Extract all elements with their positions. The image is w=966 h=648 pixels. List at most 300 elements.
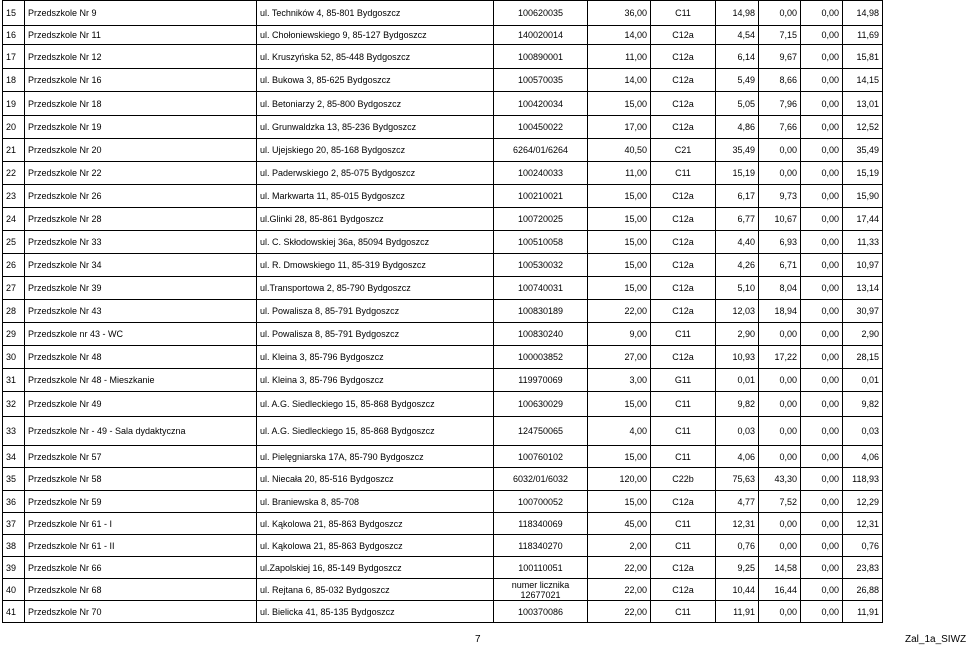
consumption-zone-3: 0,00 [801,491,843,513]
address: ul. Kąkolowa 21, 85-863 Bydgoszcz [257,535,494,557]
consumption-zone-3: 0,00 [801,277,843,300]
contracted-power: 40,50 [588,139,651,162]
row-number: 27 [3,277,25,300]
institution-name: Przedszkole Nr 43 [25,300,257,323]
contracted-power: 3,00 [588,369,651,392]
consumption-zone-1: 6,17 [716,185,759,208]
table-row [3,69,883,92]
tariff-group: C12a [651,92,716,116]
address: ul. Paderwskiego 2, 85-075 Bydgoszcz [257,162,494,185]
institution-name: Przedszkole nr 43 - WC [25,323,257,346]
consumption-zone-2: 7,52 [759,491,801,513]
consumption-zone-2: 6,71 [759,254,801,277]
tariff-group: C12a [651,277,716,300]
tariff-group: C12a [651,300,716,323]
institution-name: Przedszkole Nr 66 [25,557,257,579]
tariff-group: C12a [651,69,716,92]
meter-number: 140020014 [494,26,588,45]
institution-name: Przedszkole Nr 22 [25,162,257,185]
consumption-zone-2: 7,66 [759,116,801,139]
consumption-zone-2: 0,00 [759,392,801,417]
address: ul. Braniewska 8, 85-708 [257,491,494,513]
consumption-zone-1: 4,06 [716,446,759,468]
consumption-zone-3: 0,00 [801,116,843,139]
institution-name: Przedszkole Nr 70 [25,601,257,623]
table-row [3,346,883,369]
consumption-zone-3: 0,00 [801,513,843,535]
row-number: 18 [3,69,25,92]
table-row [3,92,883,116]
meter-number: 100720025 [494,208,588,231]
table-row [3,208,883,231]
consumption-zone-1: 75,63 [716,468,759,491]
meter-number: 100110051 [494,557,588,579]
meter-number: 100760102 [494,446,588,468]
consumption-total: 0,76 [843,535,883,557]
contracted-power: 15,00 [588,92,651,116]
consumption-total: 12,29 [843,491,883,513]
row-number: 40 [3,579,25,601]
consumption-total: 0,03 [843,417,883,446]
row-number: 21 [3,139,25,162]
consumption-zone-3: 0,00 [801,579,843,601]
table-row [3,468,883,491]
table-row [3,45,883,69]
tariff-group: C12a [651,231,716,254]
consumption-zone-1: 0,76 [716,535,759,557]
consumption-total: 11,91 [843,601,883,623]
consumption-zone-2: 18,94 [759,300,801,323]
contracted-power: 14,00 [588,26,651,45]
consumption-zone-3: 0,00 [801,369,843,392]
row-number: 23 [3,185,25,208]
consumption-zone-1: 10,44 [716,579,759,601]
institution-name: Przedszkole Nr 48 [25,346,257,369]
consumption-zone-1: 9,82 [716,392,759,417]
institution-name: Przedszkole Nr 48 - Mieszkanie [25,369,257,392]
consumption-zone-2: 14,58 [759,557,801,579]
row-number: 34 [3,446,25,468]
contracted-power: 36,00 [588,1,651,26]
row-number: 39 [3,557,25,579]
consumption-zone-3: 0,00 [801,323,843,346]
address: ul. Niecała 20, 85-516 Bydgoszcz [257,468,494,491]
meter-number: 100210021 [494,185,588,208]
meter-number: 100240033 [494,162,588,185]
tariff-group: C12a [651,185,716,208]
consumption-total: 14,98 [843,1,883,26]
consumption-zone-2: 8,04 [759,277,801,300]
consumption-zone-3: 0,00 [801,346,843,369]
meter-number: 119970069 [494,369,588,392]
address: ul. Rejtana 6, 85-032 Bydgoszcz [257,579,494,601]
page-number: 7 [475,634,481,645]
row-number: 16 [3,26,25,45]
meter-number: 100630029 [494,392,588,417]
consumption-zone-2: 8,66 [759,69,801,92]
contracted-power: 14,00 [588,69,651,92]
consumption-zone-1: 9,25 [716,557,759,579]
consumption-total: 118,93 [843,468,883,491]
contracted-power: 15,00 [588,231,651,254]
institution-name: Przedszkole Nr 12 [25,45,257,69]
consumption-total: 30,97 [843,300,883,323]
tariff-group: C12a [651,45,716,69]
meter-number: 100620035 [494,1,588,26]
consumption-zone-3: 0,00 [801,69,843,92]
contracted-power: 15,00 [588,446,651,468]
consumption-total: 14,15 [843,69,883,92]
consumption-total: 4,06 [843,446,883,468]
consumption-zone-2: 7,15 [759,26,801,45]
consumption-zone-3: 0,00 [801,254,843,277]
institution-name: Przedszkole Nr 39 [25,277,257,300]
institution-name: Przedszkole Nr 9 [25,1,257,26]
address: ul. Powalisza 8, 85-791 Bydgoszcz [257,323,494,346]
meter-number: 118340069 [494,513,588,535]
consumption-total: 15,81 [843,45,883,69]
consumption-total: 28,15 [843,346,883,369]
address: ul. Kleina 3, 85-796 Bydgoszcz [257,346,494,369]
consumption-zone-1: 6,14 [716,45,759,69]
consumption-zone-3: 0,00 [801,139,843,162]
consumption-zone-2: 0,00 [759,1,801,26]
consumption-zone-2: 0,00 [759,162,801,185]
consumption-zone-1: 4,86 [716,116,759,139]
contracted-power: 11,00 [588,45,651,69]
consumption-zone-1: 5,10 [716,277,759,300]
meter-number: numer licznika 12677021 [494,579,588,601]
consumption-zone-3: 0,00 [801,185,843,208]
table-row [3,491,883,513]
consumption-zone-2: 0,00 [759,139,801,162]
consumption-total: 17,44 [843,208,883,231]
tariff-group: C12a [651,557,716,579]
consumption-zone-3: 0,00 [801,231,843,254]
institution-name: Przedszkole Nr 59 [25,491,257,513]
tariff-group: G11 [651,369,716,392]
consumption-zone-1: 12,03 [716,300,759,323]
contracted-power: 4,00 [588,417,651,446]
consumption-zone-1: 6,77 [716,208,759,231]
meter-number: 6032/01/6032 [494,468,588,491]
institution-name: Przedszkole Nr 58 [25,468,257,491]
institution-name: Przedszkole Nr 28 [25,208,257,231]
tariff-group: C12a [651,208,716,231]
consumption-zone-1: 4,40 [716,231,759,254]
address: ul. Techników 4, 85-801 Bydgoszcz [257,1,494,26]
consumption-total: 10,97 [843,254,883,277]
row-number: 19 [3,92,25,116]
row-number: 36 [3,491,25,513]
institution-name: Przedszkole Nr 20 [25,139,257,162]
address: ul. Kruszyńska 52, 85-448 Bydgoszcz [257,45,494,69]
institution-name: Przedszkole Nr 16 [25,69,257,92]
tariff-group: C11 [651,535,716,557]
contracted-power: 15,00 [588,208,651,231]
table-row [3,392,883,417]
consumption-zone-1: 10,93 [716,346,759,369]
consumption-zone-2: 17,22 [759,346,801,369]
address: ul.Zapolskiej 16, 85-149 Bydgoszcz [257,557,494,579]
table-row [3,513,883,535]
row-number: 26 [3,254,25,277]
consumption-zone-3: 0,00 [801,601,843,623]
tariff-group: C12a [651,346,716,369]
address: ul. Kleina 3, 85-796 Bydgoszcz [257,369,494,392]
consumption-zone-1: 0,03 [716,417,759,446]
address: ul. Betoniarzy 2, 85-800 Bydgoszcz [257,92,494,116]
consumption-zone-3: 0,00 [801,45,843,69]
address: ul. C. Skłodowskiej 36a, 85094 Bydgoszcz [257,231,494,254]
institution-name: Przedszkole Nr 18 [25,92,257,116]
consumption-zone-2: 0,00 [759,535,801,557]
contracted-power: 45,00 [588,513,651,535]
contracted-power: 15,00 [588,392,651,417]
institution-name: Przedszkole Nr 68 [25,579,257,601]
table-row [3,277,883,300]
meter-number: 124750065 [494,417,588,446]
contracted-power: 2,00 [588,535,651,557]
consumption-zone-3: 0,00 [801,468,843,491]
consumption-zone-1: 0,01 [716,369,759,392]
consumption-zone-3: 0,00 [801,26,843,45]
consumption-zone-2: 43,30 [759,468,801,491]
contracted-power: 11,00 [588,162,651,185]
tariff-group: C12a [651,254,716,277]
tariff-group: C12a [651,491,716,513]
address: ul. Kąkolowa 21, 85-863 Bydgoszcz [257,513,494,535]
consumption-zone-2: 0,00 [759,513,801,535]
tariff-group: C12a [651,116,716,139]
consumption-zone-3: 0,00 [801,208,843,231]
consumption-zone-1: 5,05 [716,92,759,116]
consumption-total: 9,82 [843,392,883,417]
row-number: 33 [3,417,25,446]
contracted-power: 22,00 [588,557,651,579]
table-row [3,116,883,139]
consumption-total: 35,49 [843,139,883,162]
consumption-zone-2: 0,00 [759,446,801,468]
meter-number: 6264/01/6264 [494,139,588,162]
consumption-zone-2: 9,67 [759,45,801,69]
tariff-group: C11 [651,1,716,26]
tariff-group: C11 [651,162,716,185]
row-number: 31 [3,369,25,392]
meter-number: 100830240 [494,323,588,346]
consumption-total: 23,83 [843,557,883,579]
institution-name: Przedszkole Nr 61 - I [25,513,257,535]
row-number: 30 [3,346,25,369]
address: ul. A.G. Siedleckiego 15, 85-868 Bydgoszcz [257,417,494,446]
consumption-total: 15,19 [843,162,883,185]
institution-name: Przedszkole Nr 34 [25,254,257,277]
table-row [3,254,883,277]
consumption-zone-1: 2,90 [716,323,759,346]
consumption-total: 12,31 [843,513,883,535]
meter-number: 100830189 [494,300,588,323]
contracted-power: 120,00 [588,468,651,491]
consumption-zone-2: 0,00 [759,369,801,392]
address: ul. Ujejskiego 20, 85-168 Bydgoszcz [257,139,494,162]
consumption-zone-3: 0,00 [801,1,843,26]
contracted-power: 27,00 [588,346,651,369]
address: ul. A.G. Siedleckiego 15, 85-868 Bydgoszcz [257,392,494,417]
consumption-zone-1: 15,19 [716,162,759,185]
row-number: 15 [3,1,25,26]
row-number: 29 [3,323,25,346]
tariff-group: C21 [651,139,716,162]
consumption-total: 15,90 [843,185,883,208]
institution-name: Przedszkole Nr 33 [25,231,257,254]
consumption-zone-2: 7,96 [759,92,801,116]
consumption-zone-2: 10,67 [759,208,801,231]
consumption-zone-3: 0,00 [801,557,843,579]
row-number: 32 [3,392,25,417]
contracted-power: 17,00 [588,116,651,139]
consumption-zone-1: 14,98 [716,1,759,26]
contracted-power: 22,00 [588,300,651,323]
address: ul. Chołoniewskiego 9, 85-127 Bydgoszcz [257,26,494,45]
consumption-zone-3: 0,00 [801,446,843,468]
address: ul. R. Dmowskiego 11, 85-319 Bydgoszcz [257,254,494,277]
consumption-zone-3: 0,00 [801,300,843,323]
table-row [3,231,883,254]
consumption-zone-2: 0,00 [759,323,801,346]
consumption-zone-1: 5,49 [716,69,759,92]
consumption-zone-2: 0,00 [759,417,801,446]
consumption-total: 2,90 [843,323,883,346]
consumption-total: 13,14 [843,277,883,300]
tariff-group: C22b [651,468,716,491]
tariff-group: C11 [651,601,716,623]
institution-name: Przedszkole Nr 61 - II [25,535,257,557]
consumption-zone-3: 0,00 [801,535,843,557]
table-row [3,139,883,162]
table-row [3,601,883,623]
consumption-zone-3: 0,00 [801,392,843,417]
meter-number: 100890001 [494,45,588,69]
consumption-zone-1: 4,26 [716,254,759,277]
consumption-zone-3: 0,00 [801,92,843,116]
data-table [2,0,883,623]
consumption-zone-2: 9,73 [759,185,801,208]
table-row [3,557,883,579]
contracted-power: 22,00 [588,601,651,623]
document-code: Zal_1a_SIWZ [905,634,966,645]
consumption-zone-1: 4,77 [716,491,759,513]
contracted-power: 15,00 [588,277,651,300]
contracted-power: 15,00 [588,254,651,277]
table-row [3,323,883,346]
table-row [3,300,883,323]
tariff-group: C11 [651,446,716,468]
consumption-zone-3: 0,00 [801,417,843,446]
address: ul. Pielęgniarska 17A, 85-790 Bydgoszcz [257,446,494,468]
contracted-power: 9,00 [588,323,651,346]
address: ul. Grunwaldzka 13, 85-236 Bydgoszcz [257,116,494,139]
row-number: 37 [3,513,25,535]
contracted-power: 15,00 [588,185,651,208]
meter-number: 100370086 [494,601,588,623]
row-number: 28 [3,300,25,323]
tariff-group: C11 [651,417,716,446]
table-row [3,162,883,185]
consumption-total: 11,33 [843,231,883,254]
row-number: 24 [3,208,25,231]
table-row [3,417,883,446]
contracted-power: 15,00 [588,491,651,513]
tariff-group: C12a [651,26,716,45]
consumption-zone-3: 0,00 [801,162,843,185]
table-row [3,26,883,45]
table-row [3,185,883,208]
contracted-power: 22,00 [588,579,651,601]
meter-number: 100450022 [494,116,588,139]
address: ul. Bielicka 41, 85-135 Bydgoszcz [257,601,494,623]
institution-name: Przedszkole Nr - 49 - Sala dydaktyczna [25,417,257,446]
row-number: 22 [3,162,25,185]
row-number: 41 [3,601,25,623]
tariff-group: C11 [651,513,716,535]
consumption-zone-2: 16,44 [759,579,801,601]
address: ul.Transportowa 2, 85-790 Bydgoszcz [257,277,494,300]
meter-number: 100530032 [494,254,588,277]
meter-number: 100510058 [494,231,588,254]
table-row [3,446,883,468]
meter-number: 100700052 [494,491,588,513]
consumption-zone-1: 11,91 [716,601,759,623]
row-number: 17 [3,45,25,69]
institution-name: Przedszkole Nr 49 [25,392,257,417]
table-row [3,369,883,392]
institution-name: Przedszkole Nr 57 [25,446,257,468]
address: ul.Glinki 28, 85-861 Bydgoszcz [257,208,494,231]
meter-number: 100420034 [494,92,588,116]
address: ul. Markwarta 11, 85-015 Bydgoszcz [257,185,494,208]
row-number: 38 [3,535,25,557]
consumption-total: 26,88 [843,579,883,601]
tariff-group: C11 [651,392,716,417]
consumption-zone-1: 12,31 [716,513,759,535]
meter-number: 118340270 [494,535,588,557]
row-number: 20 [3,116,25,139]
tariff-group: C12a [651,579,716,601]
meter-number: 100570035 [494,69,588,92]
institution-name: Przedszkole Nr 19 [25,116,257,139]
consumption-zone-1: 35,49 [716,139,759,162]
institution-name: Przedszkole Nr 11 [25,26,257,45]
consumption-total: 11,69 [843,26,883,45]
consumption-total: 0,01 [843,369,883,392]
meter-number: 100740031 [494,277,588,300]
consumption-zone-2: 0,00 [759,601,801,623]
consumption-total: 13,01 [843,92,883,116]
address: ul. Powalisza 8, 85-791 Bydgoszcz [257,300,494,323]
table-body [3,1,883,623]
address: ul. Bukowa 3, 85-625 Bydgoszcz [257,69,494,92]
row-number: 35 [3,468,25,491]
table-row [3,579,883,601]
consumption-zone-1: 4,54 [716,26,759,45]
consumption-total: 12,52 [843,116,883,139]
meter-number: 100003852 [494,346,588,369]
table-row [3,535,883,557]
table-row [3,1,883,26]
institution-name: Przedszkole Nr 26 [25,185,257,208]
consumption-zone-2: 6,93 [759,231,801,254]
row-number: 25 [3,231,25,254]
